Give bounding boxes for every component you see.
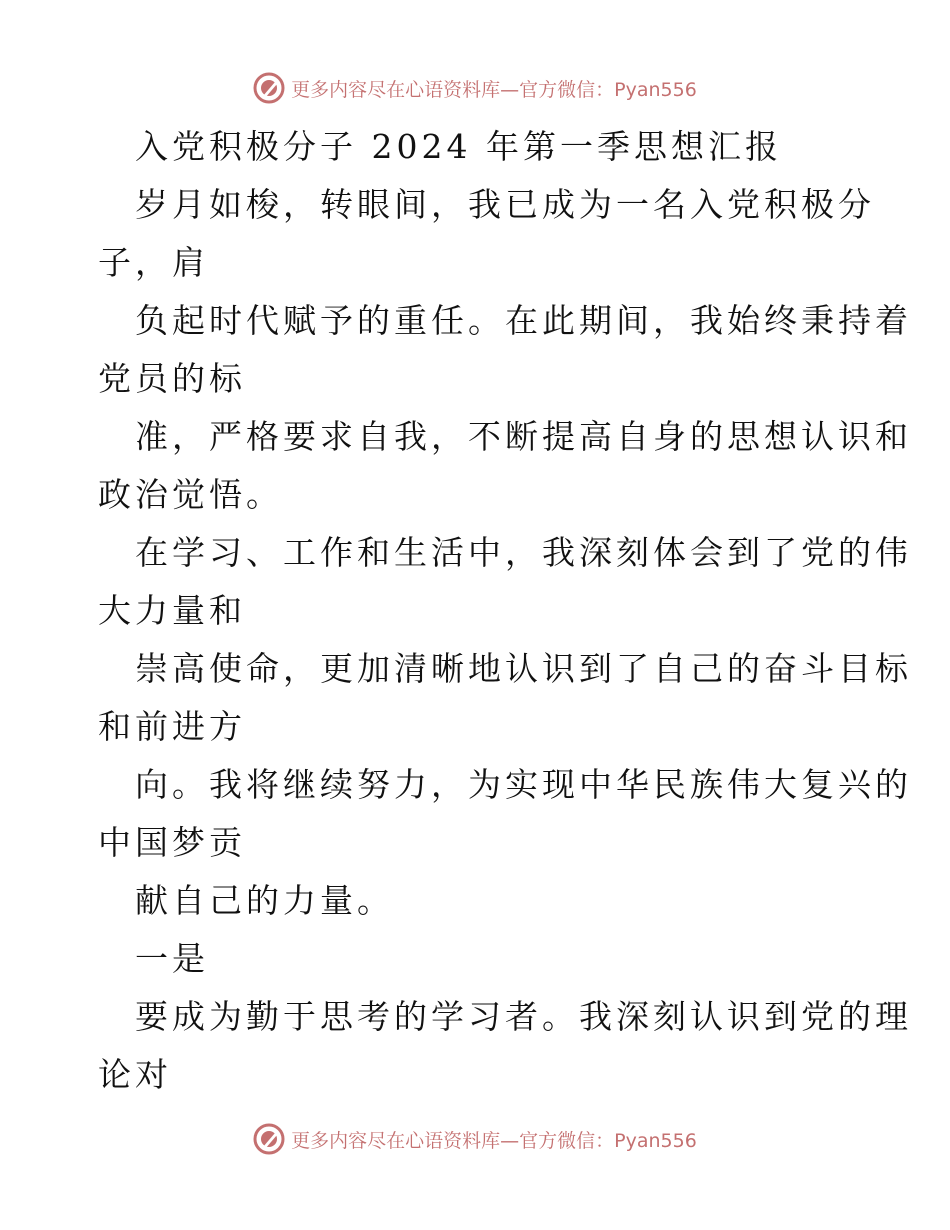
watermark-banner-bottom (0, 1123, 950, 1155)
paragraph-line: 岁月如梭，转眼间，我已成为一名入党积极分 (135, 185, 875, 224)
document-title: 入党积极分子 2024 年第一季思想汇报 (135, 127, 782, 166)
paragraph-line: 子，肩 (98, 243, 209, 282)
paragraph-line: 政治觉悟。 (98, 475, 283, 514)
pen-logo-icon (253, 72, 285, 104)
paragraph-line: 准，严格要求自我，不断提高自身的思想认识和 (135, 417, 912, 456)
paragraph-line: 献自己的力量。 (135, 881, 394, 920)
pen-logo-icon (253, 1123, 285, 1155)
paragraph-line: 向。我将继续努力，为实现中华民族伟大复兴的 (135, 765, 912, 804)
paragraph-line: 崇高使命，更加清晰地认识到了自己的奋斗目标 (135, 649, 912, 688)
paragraph-line: 论对 (98, 1055, 172, 1094)
paragraph-line: 一是 (135, 939, 209, 978)
watermark-text: 更多内容尽在心语资料库—官方微信：Pyan556 (291, 1129, 697, 1152)
paragraph-line: 中国梦贡 (98, 823, 246, 862)
watermark-text: 更多内容尽在心语资料库—官方微信：Pyan556 (291, 78, 697, 101)
paragraph-line: 负起时代赋予的重任。在此期间，我始终秉持着 (135, 301, 912, 340)
document-body (98, 118, 912, 1104)
paragraph-line: 在学习、工作和生活中，我深刻体会到了党的伟 (135, 533, 912, 572)
watermark-banner-top (0, 72, 950, 104)
paragraph-line: 大力量和 (98, 591, 246, 630)
paragraph-line: 党员的标 (98, 359, 246, 398)
paragraph-line: 要成为勤于思考的学习者。我深刻认识到党的理 (135, 997, 912, 1036)
paragraph-line: 和前进方 (98, 707, 246, 746)
